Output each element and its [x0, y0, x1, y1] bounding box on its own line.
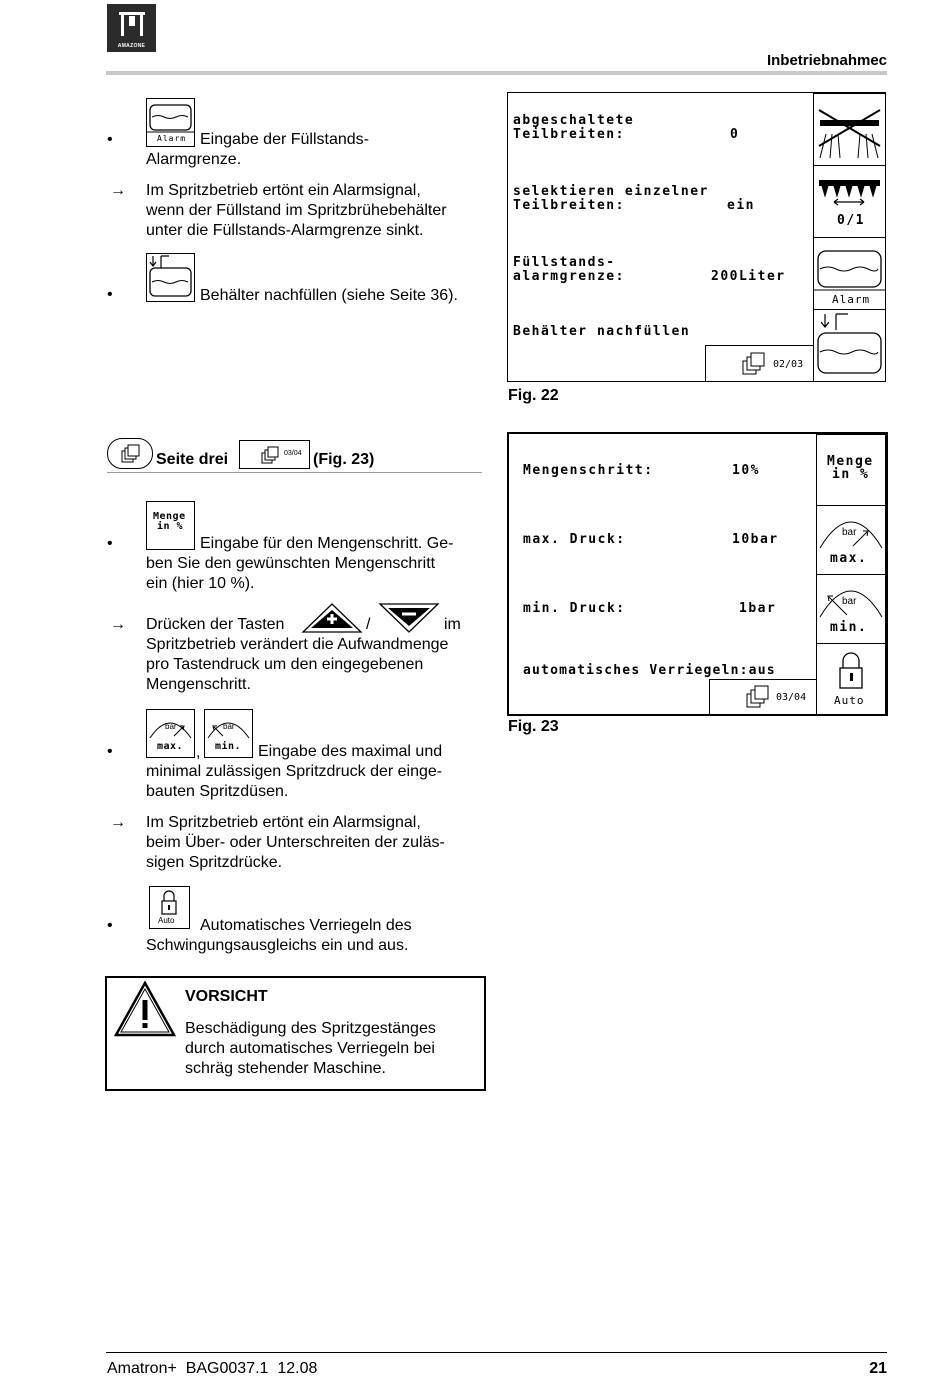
fig23-softkey-max[interactable]	[816, 505, 886, 576]
item-pressure-text-a: Eingabe des maximal und	[258, 743, 443, 760]
bullet-marker: •	[107, 743, 113, 760]
fig23-softkey2-label: max.	[830, 551, 868, 566]
max-icon-label: max.	[157, 741, 184, 752]
arrow-tasten-slash: /	[366, 616, 371, 633]
footer-doc-id: Amatron+ BAG0037.1 12.08	[107, 1360, 318, 1377]
fig23-page-indicator	[709, 679, 817, 715]
fig22-row3-value: 200Liter	[711, 269, 786, 284]
fig22-row4-label: Behälter nachfüllen	[513, 324, 691, 339]
header-divider	[106, 71, 887, 75]
page-number: 21	[869, 1360, 887, 1377]
arrow-marker: →	[110, 182, 126, 199]
fig22-softkey-refill[interactable]	[813, 309, 886, 382]
bullet-marker: •	[107, 286, 113, 303]
fig22-row3-label-a: Füllstands-	[513, 255, 616, 270]
fig23-row1-label: Mengenschritt:	[523, 463, 654, 478]
item-auto-text-a: Automatisches Verriegeln des	[200, 917, 412, 934]
menge-icon-label-b: in %	[157, 521, 184, 532]
arrow-tasten-text-b: im	[444, 616, 461, 633]
fig23-softkey-min[interactable]	[816, 574, 886, 645]
fig22-softkey-alarm[interactable]	[813, 237, 886, 311]
auto-lock-icon	[149, 886, 190, 929]
fig23-softkey4-label: Auto	[834, 694, 865, 707]
section-heading-fig: (Fig. 23)	[313, 451, 375, 468]
bullet-marker: •	[107, 917, 113, 934]
arrow-marker: →	[110, 616, 126, 633]
item-auto-text-b: Schwingungsausgleichs ein und aus.	[146, 937, 409, 954]
amazone-logo	[107, 4, 156, 52]
fig23-display	[507, 432, 888, 716]
arrow-alarm-line-2: wenn der Füllstand im Spritzbrühebehälter	[146, 202, 447, 219]
alarm-tank-icon	[146, 98, 195, 147]
logo-emblem-icon	[117, 10, 147, 38]
warning-title: VORSICHT	[185, 988, 268, 1005]
fig23-softkey2-bar: bar	[842, 527, 857, 538]
fig22-softkey-sections-off[interactable]	[813, 93, 886, 167]
warning-box	[105, 976, 486, 1091]
plus-key-icon	[301, 602, 363, 634]
item-pressure-line-2: minimal zulässigen Spritzdruck der einge-	[146, 763, 443, 780]
item-menge-line-2: ben Sie den gewünschten Mengenschritt	[146, 555, 436, 572]
min-icon-label: min.	[215, 741, 242, 752]
fig23-softkey3-bar: bar	[842, 596, 857, 607]
warning-triangle-icon	[113, 980, 177, 1038]
section-heading-seite: Seite drei	[156, 451, 229, 468]
logo-brand-text: AMAZONE	[117, 43, 146, 49]
fig22-row1-label-b: Teilbreiten:	[513, 127, 625, 142]
fig22-softkey2-label: 0/1	[837, 213, 865, 228]
fig23-softkey1-label-a: Menge	[827, 454, 874, 469]
fig23-softkey-auto[interactable]	[816, 643, 886, 715]
arrow-pressure-line-2: beim Über- oder Unterschreiten der zuläs-	[146, 834, 445, 851]
footer-divider	[106, 1352, 887, 1353]
item-menge-line-1: Eingabe für den Mengenschritt. Ge-	[200, 535, 454, 552]
refill-tank-icon	[146, 253, 195, 302]
fig22-row3-label-b: alarmgrenze:	[513, 269, 625, 284]
page-indicator-icon	[239, 440, 310, 469]
item-pressure-comma: ,	[196, 744, 201, 761]
item-pressure-line-3: bauten Spritzdüsen.	[146, 783, 289, 800]
fig23-row4-label: automatisches Verriegeln:aus	[523, 663, 776, 678]
fig23-softkey1-label-b: in %	[832, 467, 870, 482]
arrow-pressure-line-3: sigen Spritzdrücke.	[146, 854, 283, 871]
menge-icon-label-a: Menge	[153, 511, 186, 522]
fig22-row1-value: 0	[730, 127, 740, 142]
warning-line-3: schräg stehender Maschine.	[185, 1060, 386, 1077]
fig23-row3-label: min. Druck:	[523, 601, 626, 616]
min-icon-bar: bar	[223, 722, 235, 731]
item-alarm-text-b: Alarmgrenze.	[146, 151, 242, 168]
arrow-tasten-line-3: pro Tastendruck um den eingegebenen	[146, 656, 424, 673]
item-alarm-text-a: Eingabe der Füllstands-	[200, 131, 369, 148]
minus-key-icon	[378, 602, 440, 634]
arrow-alarm-line-1: Im Spritzbetrieb ertönt ein Alarmsignal,	[146, 182, 421, 199]
item-refill-text: Behälter nachfüllen (siehe Seite 36).	[200, 287, 458, 304]
fig22-row1-label-a: abgeschaltete	[513, 113, 635, 128]
warning-line-2: durch automatisches Verriegeln bei	[185, 1040, 435, 1057]
fig23-row3-value: 1bar	[739, 601, 777, 616]
arrow-pressure-line-1: Im Spritzbetrieb ertönt ein Alarmsignal,	[146, 814, 421, 831]
fig23-row2-value: 10bar	[732, 532, 779, 547]
fig23-softkey3-label: min.	[830, 620, 868, 635]
fig23-caption: Fig. 23	[508, 718, 559, 735]
bullet-marker: •	[107, 131, 113, 148]
fig22-row2-label-b: Teilbreiten:	[513, 198, 625, 213]
alarm-icon-label: Alarm	[157, 134, 187, 143]
max-icon-bar: bar	[165, 722, 177, 731]
arrow-tasten-line-4: Mengenschritt.	[146, 676, 251, 693]
item-menge-line-3: ein (hier 10 %).	[146, 575, 255, 592]
page-indicator-label: 03/04	[284, 450, 302, 457]
max-pressure-icon	[146, 709, 195, 758]
min-pressure-icon	[204, 709, 253, 758]
bullet-marker: •	[107, 535, 113, 552]
fig22-row2-value: ein	[727, 198, 755, 213]
fig22-page-label: 02/03	[773, 359, 804, 370]
fig22-row2-label-a: selektieren einzelner	[513, 184, 709, 199]
fig22-softkey-select-sections[interactable]	[813, 165, 886, 239]
fig23-row1-value: 10%	[732, 463, 760, 478]
page-button-icon	[107, 438, 153, 469]
section-underline	[107, 472, 482, 473]
arrow-tasten-line-2: Spritzbetrieb verändert die Aufwandmenge	[146, 636, 449, 653]
arrow-tasten-text-a: Drücken der Tasten	[146, 616, 285, 633]
arrow-marker: →	[110, 814, 126, 831]
arrow-alarm-line-3: unter die Füllstands-Alarmgrenze sinkt.	[146, 222, 424, 239]
fig23-row2-label: max. Druck:	[523, 532, 626, 547]
warning-line-1: Beschädigung des Spritzgestänges	[185, 1020, 436, 1037]
section-title: Inbetriebnahmec	[766, 52, 887, 69]
fig22-caption: Fig. 22	[508, 387, 559, 404]
fig23-page-label: 03/04	[776, 692, 807, 703]
fig22-softkey3-label: Alarm	[832, 293, 871, 306]
auto-icon-label: Auto	[158, 916, 175, 925]
fig23-softkey-menge[interactable]	[816, 434, 886, 507]
fig22-display	[507, 92, 886, 382]
fig22-page-indicator	[705, 345, 815, 382]
menge-percent-icon	[146, 501, 195, 550]
